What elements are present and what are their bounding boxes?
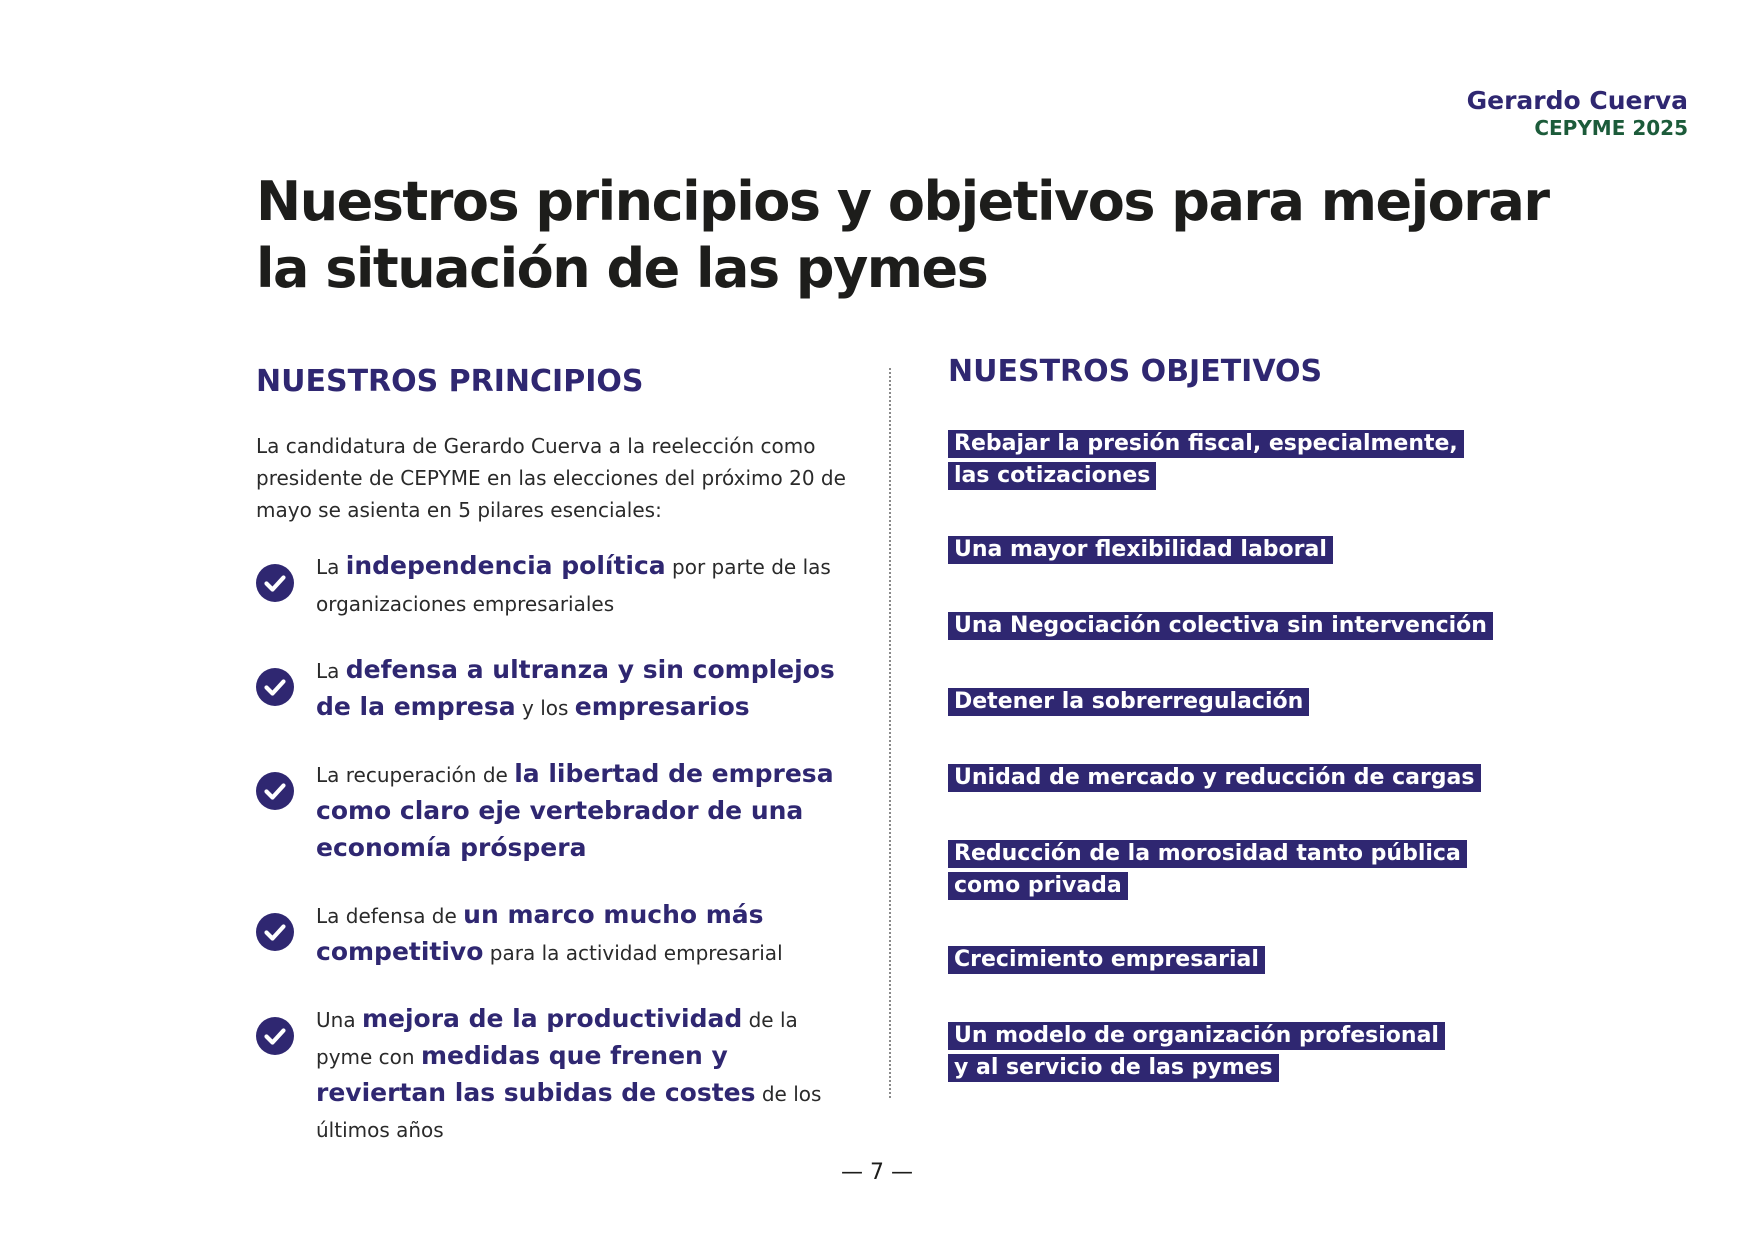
objective-label: Un modelo de organización profesional y al servicio de las pymes bbox=[948, 1022, 1445, 1082]
principle-item bbox=[256, 548, 856, 622]
objective-label: Unidad de mercado y reducción de cargas bbox=[948, 764, 1481, 792]
principle-text: La defensa de un marco mucho más competitivo para la actividad empresarial bbox=[316, 900, 783, 966]
check-circle-icon bbox=[256, 668, 294, 706]
principle-text: La recuperación de la libertad de empresa como claro eje vertebrador de una economía próspera bbox=[316, 759, 834, 862]
principle-text: Una mejora de la productividad de la pyme con medidas que frenen y reviertan las subidas de costes de los últimos años bbox=[316, 1004, 822, 1142]
principle-text: La independencia política por parte de las organizaciones empresariales bbox=[316, 551, 831, 616]
column-divider bbox=[889, 368, 891, 1098]
page-title-line-2: la situación de las pymes bbox=[256, 237, 988, 300]
objective-item bbox=[948, 838, 1548, 932]
objective-label: Rebajar la presión fiscal, especialmente, las cotizaciones bbox=[948, 430, 1464, 490]
brand-block bbox=[1467, 86, 1688, 140]
page-title-line-1: Nuestros principios y objetivos para mejorar bbox=[256, 170, 1549, 233]
principles-list bbox=[256, 548, 856, 1148]
objective-label: Una mayor flexibilidad laboral bbox=[948, 536, 1333, 564]
principle-text: La defensa a ultranza y sin complejos de la empresa y los empresarios bbox=[316, 655, 835, 721]
objective-item bbox=[948, 610, 1548, 674]
principle-item bbox=[256, 652, 856, 726]
check-circle-icon bbox=[256, 1017, 294, 1055]
objective-label: Crecimiento empresarial bbox=[948, 946, 1265, 974]
objective-label: Una Negociación colectiva sin intervención bbox=[948, 612, 1493, 640]
brand-name: Gerardo Cuerva bbox=[1466, 86, 1688, 115]
objective-item bbox=[948, 1020, 1548, 1114]
objective-item bbox=[948, 534, 1548, 598]
objective-item bbox=[948, 686, 1548, 750]
check-circle-icon bbox=[256, 564, 294, 602]
page-number: — 7 — bbox=[841, 1160, 913, 1185]
brand-subtitle: CEPYME 2025 bbox=[1534, 116, 1688, 140]
objective-item bbox=[948, 944, 1548, 1008]
principles-intro: La candidatura de Gerardo Cuerva a la reelección como presidente de CEPYME en las elecciones del próximo 20 de mayo se asienta en 5 pilares esenciales: bbox=[256, 434, 846, 522]
objectives-list bbox=[948, 428, 1548, 1114]
objective-item bbox=[948, 762, 1548, 826]
objective-label: Reducción de la morosidad tanto pública como privada bbox=[948, 840, 1467, 900]
check-circle-icon bbox=[256, 913, 294, 951]
principle-item bbox=[256, 897, 856, 971]
objective-item bbox=[948, 428, 1548, 522]
principle-item bbox=[256, 1001, 856, 1148]
objectives-section bbox=[948, 352, 1548, 1126]
check-circle-icon bbox=[256, 772, 294, 810]
objective-label: Detener la sobrerregulación bbox=[948, 688, 1309, 716]
principle-item bbox=[256, 756, 856, 867]
objectives-heading: NUESTROS OBJETIVOS bbox=[948, 354, 1323, 389]
principles-heading: NUESTROS PRINCIPIOS bbox=[256, 364, 644, 399]
page-title bbox=[256, 168, 1556, 302]
principles-section bbox=[256, 362, 856, 1178]
